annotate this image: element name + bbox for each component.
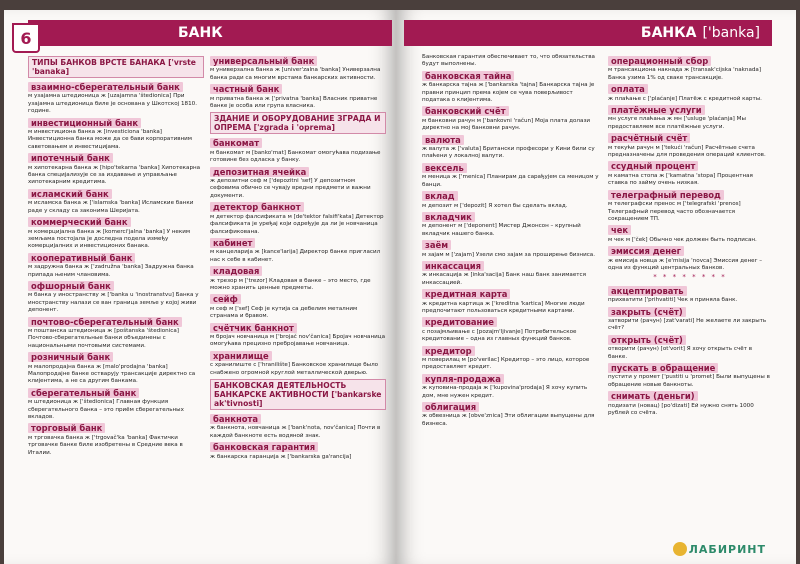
right-column-2 [608, 54, 772, 417]
entry-text: прихватити ['prihvatiti] Чек я приняла банк. [608, 297, 738, 304]
headword: кладовая [210, 266, 262, 276]
headword: заём [422, 240, 451, 250]
logo-text: ЛАБИРИНТ [688, 543, 766, 556]
headword: купля-продажа [422, 374, 504, 384]
entry-text: м универзална банка ж [univer'zalna 'banka] Универзална банка ради са многим врстама банкарских активности. [210, 67, 381, 81]
headword: офшорный банк [28, 281, 114, 291]
headword: чек [608, 225, 631, 235]
headword: хранилище [210, 351, 272, 361]
headword: ипотечный банк [28, 153, 113, 163]
entry-text: пустити у промет ['pustiti u 'promet] Были выпущены в обращение новые банкноты. [608, 374, 770, 388]
entry-text: ж кредитна картица ж ['kreditna 'kartica] Многие люди предпочитают пользоваться кредитными картами. [422, 300, 585, 314]
headword: детектор банкнот [210, 202, 304, 212]
headword: операционный сбор [608, 56, 711, 66]
entry-text: м хипотекарна банка ж [hipo'tekarna 'banka] Хипотекарна банка специјализује се за издавање и управљање хипотекарним кредитима. [28, 164, 201, 186]
headword: банкомат [210, 138, 262, 148]
headword: пускать в обращение [608, 363, 718, 373]
right-column-1 [422, 54, 600, 428]
headword: облигация [422, 402, 479, 412]
entry-text: ж трезор м ['trezor] Кладовая в банке – это место, где можно хранить ценные предметы. [210, 277, 371, 291]
right-header [404, 20, 772, 46]
entry-text: Банковская гарантия обеспечивает то, что обязательства будут выполнены. [422, 54, 595, 68]
page-number: 6 [12, 23, 40, 53]
headword: инвестиционный банк [28, 118, 141, 128]
entry-text: м телеграфски пренос м ['telegrafski 'prenos] Телеграфный перевод часто обозначается сокращением ТП. [608, 201, 741, 222]
headword: взаимно-сберегательный банк [28, 82, 183, 92]
right-header-transcription: ['banka] [702, 25, 760, 41]
headword: валюта [422, 135, 464, 145]
entry-text: ж валута ж ['valuta] Британски професори у Кини били су плаћени у локалној валути. [422, 146, 595, 160]
entry-text: м узајамна штедионица ж [uzajamna 'štedionica] При узајамна штедионица биле је основана у Шкотској 1810. године. [28, 93, 197, 115]
headword: инкассация [422, 261, 484, 271]
left-column-1 [28, 54, 204, 457]
headword: счётчик банкнот [210, 323, 297, 333]
entry-text: затворити (рачун) [zat'varati] Не желаете ли закрыть счёт? [608, 317, 767, 332]
entry-text: м текући рачун м ['tekući 'račun] Расчётные счета предназначены для проведения операций клиентов. [608, 144, 766, 159]
right-header-title: БАНКА [640, 25, 697, 41]
entry-text: с хранилиште с ['hranilište] Банковское хранилище было снабжено огромной круглой металлической дверью. [210, 362, 379, 376]
entry-text: подизати (новац) [po'dizati] Ей нужно снять 1000 рублей со счёта. [608, 402, 754, 417]
headword: акцептировать [608, 286, 687, 296]
entry-text: м приватна банка ж ['privatna 'banka] Власник приватне банке је особа или група власника. [210, 95, 378, 110]
headword: снимать (деньги) [608, 391, 698, 401]
headword: коммерческий банк [28, 217, 131, 227]
entry-text: м поверилац м [po'verilac] Кредитор – это лицо, которое предоставляет кредит. [422, 357, 590, 371]
entry-text: ж банкнота, новчаница ж ['bank'nota, nov'čanica] Почти в каждой банкноте есть водяной знак. [210, 425, 381, 439]
headword: универсальный банк [210, 56, 317, 66]
headword: эмиссия денег [608, 246, 684, 256]
entry-text: отворити (рачун) [ot'vorit] Я хочу открыть счёт в банке. [608, 346, 753, 360]
entry-text: ж инкасација ж [inka'sacija] Банк наш банк занимается инкассацией. [422, 272, 586, 286]
entry-text: м банкомат м [banko'mat] Банкомат омогућава подизање готовине без одласка у банку. [210, 149, 381, 164]
entry-text: ж емисија новца ж [e'misija 'novca] Эмиссия денег – одна из функций центральных банков. [608, 257, 763, 271]
headword: телеграфный перевод [608, 190, 724, 200]
headword: открыть (счёт) [608, 335, 686, 345]
entry-text: м детектор фалсификата м [de'tektor falsifi'kata] Детектор фалсификата је уређај који одређује да ли је новчаница фалсификована. [210, 213, 384, 235]
left-column-2 [210, 54, 386, 461]
entry-text: м каматна стопа ж ['kamatna 'stopa] Процентная ставка по займу очень низкая. [608, 172, 753, 187]
entry-text: с позајмљивање с [pozajm'ljivanje] Потребительское кредитование – одна из главных функций банков. [422, 328, 577, 343]
entry-text: ж куповина-продаја ж ['kupovina'prodaja] Я хочу купить дом, мне нужен кредит. [422, 385, 588, 399]
headword: платёжные услуги [608, 105, 705, 115]
section-heading: БАНКОВСКАЯ ДЕЯТЕЛЬНОСТЬ БАНКАРСКЕ АКТИВНОСТИ ['bankarske ak'tivnosti] [210, 379, 386, 410]
entry-text: м поштанска штедионица ж [poštanska 'štedionica] Почтово-сберегательные банки объединены с национальными почтовыми системами. [28, 327, 179, 349]
headword: расчётный счёт [608, 133, 690, 143]
entry-text: ж депозитни сеф м ['depozitni 'sef] У депозитном сефовима обично се чувају вредни предмети и важни документи. [210, 178, 371, 199]
headword: ссудный процент [608, 161, 698, 171]
headword: вексель [422, 163, 467, 173]
left-page [4, 10, 396, 564]
entry-text: м чек м ['ček] Обычно чек должен быть подписан. [608, 236, 757, 243]
entry-text: м комерцијална банка ж [komerci'jalna 'banka] У неким земљама постојала је доследна подела између комерцијалних и инвестиционих банака. [28, 228, 191, 250]
entry-text: м бројач новчаница м ['brojač nov'čanica] Бројач новчаница омогућава прецизно пребројавање новчаница. [210, 333, 385, 348]
headword: сберегательный банк [28, 388, 139, 398]
headword: кабинет [210, 238, 255, 248]
entry-text: м малопродајна банка ж [malo'prodajna 'banka] Малопродајне банке остварују трансакције директно са клијентима, а не са другим банкама. [28, 363, 196, 385]
entry-text: ж обвезница ж [obve'znica] Эти облигации выпущены для бизнеса. [422, 413, 595, 427]
entry-text: м исламска банка ж ['islamska 'banka] Исламские банки раде у складу са законима Шеријата. [28, 200, 194, 214]
headword: кредитор [422, 346, 475, 356]
entry-text: м депонент м ['deponent] Мистер Джонсон – крупный вкладчик нашего банка. [422, 223, 581, 237]
entry-text: м зајам м ['zajam] Узели смо зајам за проширење бизниса. [422, 251, 595, 258]
entry-text: мн услуге плаћања ж мн ['usluge 'plaćanja] Мы предоставляем все платёжные услуги. [608, 116, 746, 130]
headword: депозитная ячейка [210, 167, 309, 177]
headword: кооперативный банк [28, 253, 135, 263]
entry-text: ж банкарска тајна ж ['bankarska 'tajna] Банкарска тајна је правни принцип према којем се чува поверљивост података о клијентима. [422, 82, 595, 104]
headword: торговый банк [28, 423, 105, 433]
entry-text: м канцеларија ж [kance'larija] Директор банке пригласил нас к себе в кабинет. [210, 249, 381, 263]
headword: кредитная карта [422, 289, 510, 299]
entry-text: м сеф м ['sef] Сеф је кутија са дебелим металним странама и бравом. [210, 305, 358, 320]
entry-text: ж банкарска гаранција ж ['bankarska ga'rancija] [210, 453, 352, 460]
headword: банковский счёт [422, 106, 509, 116]
left-header [28, 20, 392, 46]
headword: исламский банк [28, 189, 112, 199]
headword: розничный банк [28, 352, 113, 362]
headword: банковская гарантия [210, 442, 318, 452]
headword: банковская тайна [422, 71, 514, 81]
headword: оплата [608, 84, 648, 94]
headword: частный банк [210, 84, 282, 94]
entry-text: м банка у иностранству ж ['banka u 'inostranstvu] Банка у иностранству налази се ван граница земље у којој живи депонент. [28, 292, 199, 314]
headword: закрыть (счёт) [608, 307, 686, 317]
entry-text: м инвестициона банка ж [investiciona 'banka] Инвестиционна банка може да се бави корпоративним саветовањем и инвестицијама. [28, 129, 193, 150]
entry-text: м меница ж ['menica] Планирам да сарађујем са меницом у банци. [422, 174, 599, 188]
section-heading: ЗДАНИЕ И ОБОРУДОВАНИЕ ЗГРАДА И ОПРЕМА ['zgrada i 'oprema] [210, 112, 386, 134]
section-heading: ТИПЫ БАНКОВ ВРСТЕ БАНАКА ['vrste 'banaka] [28, 56, 204, 78]
entry-text: ж плаћање с ['plaćanje] Платёж с кредитной карты. [608, 95, 762, 102]
right-page [396, 10, 796, 564]
entry-text: м банковни рачун м ['bankovni 'račun] Моја плата долази директно на мој банковни рачун. [422, 117, 591, 132]
section-divider: * * * * * * * * [653, 273, 727, 282]
headword: вкладчик [422, 212, 475, 222]
entry-text: м штедионица ж ['štedionica] Главная функция сберегательного банка – это приём сберегательных вкладов. [28, 399, 184, 421]
headword: сейф [210, 294, 241, 304]
left-header-title: БАНК [178, 25, 223, 41]
entry-text: м депозит м ['depozit] Я хотел бы сделать вклад. [422, 202, 568, 209]
logo-icon [673, 542, 687, 556]
labirint-logo [673, 542, 766, 556]
headword: банкнота [210, 414, 261, 424]
entry-text: м трансакциона накнада ж [transak'cijska 'naknada] Банка узима 1% од сваке трансакције. [608, 67, 762, 81]
headword: кредитование [422, 317, 497, 327]
headword: почтово-сберегательный банк [28, 317, 182, 327]
entry-text: м трговачка банка ж ['trgovač'ka 'banka] Фактички трговачке банке биле изобретены в Средние века в Италии. [28, 434, 183, 456]
headword: вклад [422, 191, 458, 201]
entry-text: м задружна банка ж ['zadružna 'banka] Задружна банка припада њеним члановима. [28, 264, 194, 278]
